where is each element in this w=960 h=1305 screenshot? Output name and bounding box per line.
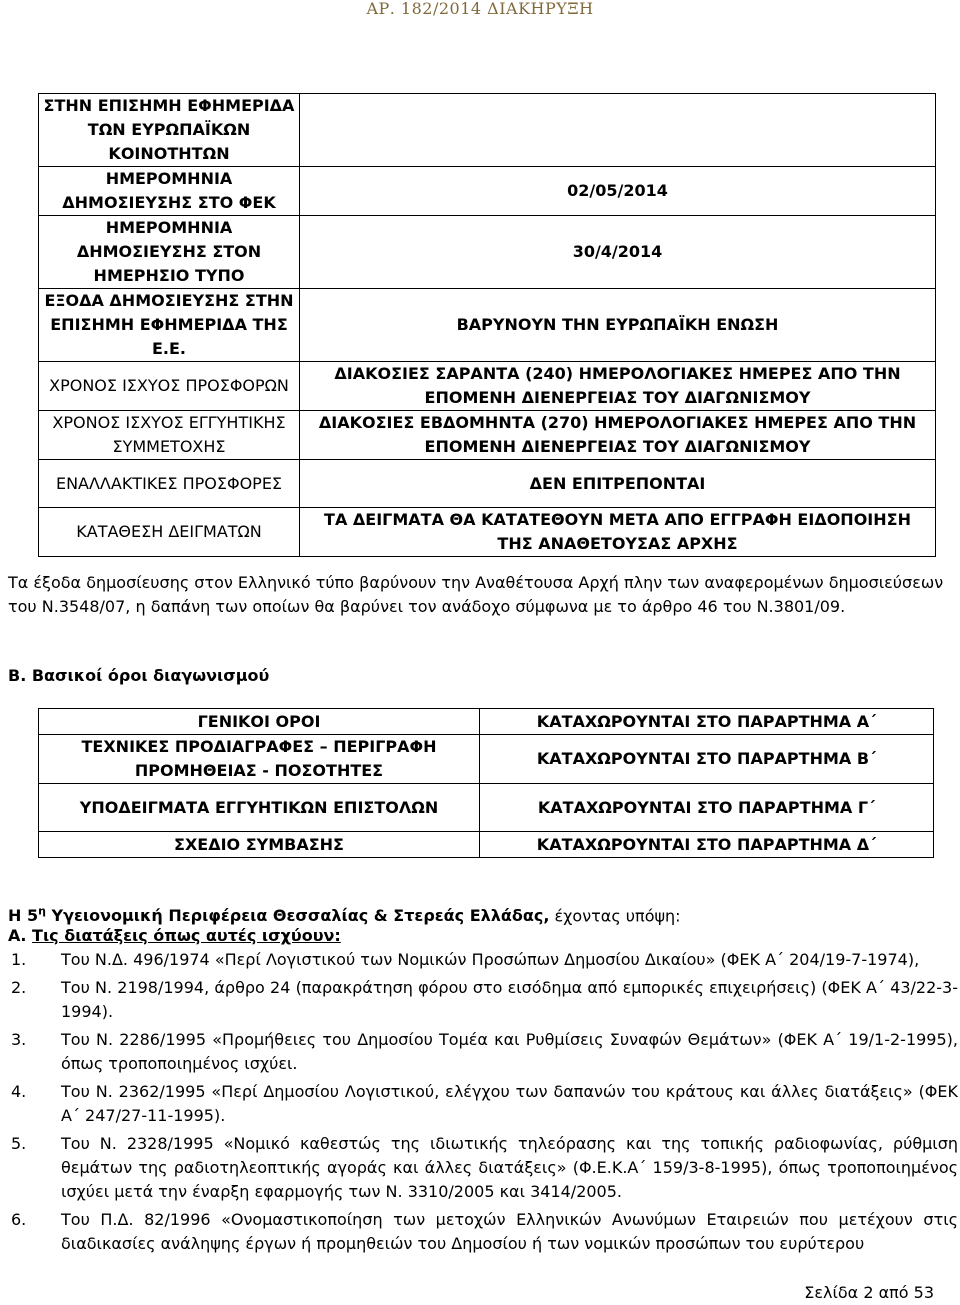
table-row	[39, 289, 936, 362]
list-item	[8, 1208, 958, 1256]
list-item	[8, 1028, 958, 1076]
section-a-title	[8, 924, 948, 948]
row-label: ΣΤΗΝ ΕΠΙΣΗΜΗ ΕΦΗΜΕΡΙΔΑ ΤΩΝ ΕΥΡΩΠΑΪΚΩΝ ΚΟΙΝΟΤΗΤΩΝ	[39, 94, 300, 167]
list-text: Του Ν. 2286/1995 «Προμήθειες του Δημοσίου Τομέα και Ρυθμίσεις Συναφών Θεμάτων» (ΦΕΚ Α΄ 19/1-2-1995), όπως τροποποιημένος ισχύει.	[61, 1030, 958, 1073]
list-number: 2.	[11, 978, 27, 997]
authority-superscript: η	[38, 905, 46, 918]
authority-name: Υγειονομική Περιφέρεια Θεσσαλίας & Στερεάς Ελλάδας,	[45, 906, 550, 926]
list-text: Του Ν. 2328/1995 «Νομικό καθεστώς της ιδιωτικής τηλεόρασης και της τοπικής ραδιοφωνίας, ρύθμιση θεμάτων της ραδιοτηλεοπτικής αγοράς και άλλες διατάξεις» (Φ.Ε.Κ.Α΄ 159/3-8-1995), όπως τροποποιημένος ισχύει μετά την έναρξη εφαρμογής των Ν. 3310/2005 και 3414/2005.	[61, 1134, 958, 1201]
table-row	[39, 832, 934, 858]
list-number: 5.	[11, 1134, 27, 1153]
basic-terms-table	[38, 708, 934, 858]
laws-list	[8, 948, 958, 1260]
row-label: ΤΕΧΝΙΚΕΣ ΠΡΟΔΙΑΓΡΑΦΕΣ – ΠΕΡΙΓΡΑΦΗ ΠΡΟΜΗΘΕΙΑΣ - ΠΟΣΟΤΗΤΕΣ	[39, 735, 480, 784]
row-label: ΚΑΤΑΘΕΣΗ ΔΕΙΓΜΑΤΩΝ	[39, 508, 300, 557]
row-value: 30/4/2014	[300, 216, 936, 289]
table-row	[39, 460, 936, 508]
row-value: ΚΑΤΑΧΩΡΟΥΝΤΑΙ ΣΤΟ ΠΑΡΑΡΤΗΜΑ Δ΄	[480, 832, 934, 858]
table-row	[39, 167, 936, 216]
table-row	[39, 784, 934, 832]
row-label: ΕΝΑΛΛΑΚΤΙΚΕΣ ΠΡΟΣΦΟΡΕΣ	[39, 460, 300, 508]
expenses-paragraph: Τα έξοδα δημοσίευσης στον Ελληνικό τύπο βαρύνουν την Αναθέτουσα Αρχή πλην των αναφερομένων δημοσιεύσεων του Ν.3548/07, η δαπάνη των οποίων θα βαρύνει τον ανάδοχο σύμφωνα με το άρθρο 46 του Ν.3801/09.	[8, 573, 944, 616]
list-text: Του Ν.Δ. 496/1974 «Περί Λογιστικού των Νομικών Προσώπων Δημοσίου Δικαίου» (ΦΕΚ Α΄ 204/19-7-1974),	[61, 950, 920, 969]
list-number: 3.	[11, 1030, 27, 1049]
list-item	[8, 1080, 958, 1128]
table-row	[39, 362, 936, 411]
section-a-heading: Τις διατάξεις όπως αυτές ισχύουν:	[32, 926, 341, 945]
row-value: ΚΑΤΑΧΩΡΟΥΝΤΑΙ ΣΤΟ ΠΑΡΑΡΤΗΜΑ Γ΄	[480, 784, 934, 832]
row-label: ΗΜΕΡΟΜΗΝΙΑ ΔΗΜΟΣΙΕΥΣΗΣ ΣΤΟ ΦΕΚ	[39, 167, 300, 216]
row-value: ΚΑΤΑΧΩΡΟΥΝΤΑΙ ΣΤΟ ΠΑΡΑΡΤΗΜΑ Α΄	[480, 709, 934, 735]
authority-suffix: έχοντας υπόψη:	[549, 906, 681, 926]
table-row	[39, 216, 936, 289]
authority-prefix: Η 5	[8, 906, 39, 926]
list-item	[8, 976, 958, 1024]
row-value: ΤΑ ΔΕΙΓΜΑΤΑ ΘΑ ΚΑΤΑΤΕΘΟΥΝ ΜΕΤΑ ΑΠΟ ΕΓΓΡΑΦΗ ΕΙΔΟΠΟΙΗΣΗ ΤΗΣ ΑΝΑΘΕΤΟΥΣΑΣ ΑΡΧΗΣ	[300, 508, 936, 557]
table-row	[39, 508, 936, 557]
row-label: ΧΡΟΝΟΣ ΙΣΧΥΟΣ ΠΡΟΣΦΟΡΩΝ	[39, 362, 300, 411]
list-number: 6.	[11, 1210, 27, 1229]
row-label: ΕΞΟΔΑ ΔΗΜΟΣΙΕΥΣΗΣ ΣΤΗΝ ΕΠΙΣΗΜΗ ΕΦΗΜΕΡΙΔΑ ΤΗΣ Ε.Ε.	[39, 289, 300, 362]
list-text: Του Ν. 2198/1994, άρθρο 24 (παρακράτηση φόρου στο εισόδημα από εμπορικές επιχειρήσεις) (ΦΕΚ Α΄ 43/22-3-1994).	[61, 978, 958, 1021]
list-number: 1.	[11, 950, 27, 969]
row-label: ΥΠΟΔΕΙΓΜΑΤΑ ΕΓΓΥΗΤΙΚΩΝ ΕΠΙΣΤΟΛΩΝ	[39, 784, 480, 832]
table-row	[39, 709, 934, 735]
document-header-title: ΑΡ. 182/2014 ΔΙΑΚΗΡΥΞΗ	[366, 0, 594, 18]
list-text: Του Ν. 2362/1995 «Περί Δημοσίου Λογιστικού, ελέγχου των δαπανών του κράτους και άλλες διατάξεις» (ΦΕΚ Α΄ 247/27-11-1995).	[61, 1082, 958, 1125]
list-item	[8, 948, 958, 972]
row-value: ΚΑΤΑΧΩΡΟΥΝΤΑΙ ΣΤΟ ΠΑΡΑΡΤΗΜΑ Β΄	[480, 735, 934, 784]
row-label: ΓΕΝΙΚΟΙ ΟΡΟΙ	[39, 709, 480, 735]
list-text: Του Π.Δ. 82/1996 «Ονομαστικοποίηση των μετοχών Ελληνικών Ανωνύμων Εταιρειών που μετέχουν στις διαδικασίες ανάληψης έργων ή προμηθειών του Δημοσίου ή των νομικών προσώπων του ευρύτερου	[61, 1210, 958, 1253]
section-b-title: Β. Βασικοί όροι διαγωνισμού	[8, 666, 270, 685]
row-value	[300, 94, 936, 167]
row-value: ΔΙΑΚΟΣΙΕΣ ΕΒΔΟΜΗΝΤΑ (270) ΗΜΕΡΟΛΟΓΙΑΚΕΣ ΗΜΕΡΕΣ ΑΠΟ ΤΗΝ ΕΠΟΜΕΝΗ ΔΙΕΝΕΡΓΕΙΑΣ ΤΟΥ ΔΙΑΓΩΝΙΣΜΟΥ	[300, 411, 936, 460]
list-number: 4.	[11, 1082, 27, 1101]
row-value: ΔΙΑΚΟΣΙΕΣ ΣΑΡΑΝΤΑ (240) ΗΜΕΡΟΛΟΓΙΑΚΕΣ ΗΜΕΡΕΣ ΑΠΟ ΤΗΝ ΕΠΟΜΕΝΗ ΔΙΕΝΕΡΓΕΙΑΣ ΤΟΥ ΔΙΑΓΩΝΙΣΜΟΥ	[300, 362, 936, 411]
section-a-prefix: Α.	[8, 926, 33, 945]
row-value: ΔΕΝ ΕΠΙΤΡΕΠΟΝΤΑΙ	[300, 460, 936, 508]
row-label: ΣΧΕΔΙΟ ΣΥΜΒΑΣΗΣ	[39, 832, 480, 858]
page-number-footer: Σελίδα 2 από 53	[804, 1283, 934, 1302]
table-row	[39, 411, 936, 460]
row-value: ΒΑΡΥΝΟΥΝ ΤΗΝ ΕΥΡΩΠΑΪΚΗ ΕΝΩΣΗ	[300, 289, 936, 362]
row-label: ΧΡΟΝΟΣ ΙΣΧΥΟΣ ΕΓΓΥΗΤΙΚΗΣ ΣΥΜΜΕΤΟΧΗΣ	[39, 411, 300, 460]
publication-details-table	[38, 93, 936, 557]
list-item	[8, 1132, 958, 1204]
row-value: 02/05/2014	[300, 167, 936, 216]
table-row	[39, 94, 936, 167]
row-label: ΗΜΕΡΟΜΗΝΙΑ ΔΗΜΟΣΙΕΥΣΗΣ ΣΤΟΝ ΗΜΕΡΗΣΙΟ ΤΥΠΟ	[39, 216, 300, 289]
table-row	[39, 735, 934, 784]
